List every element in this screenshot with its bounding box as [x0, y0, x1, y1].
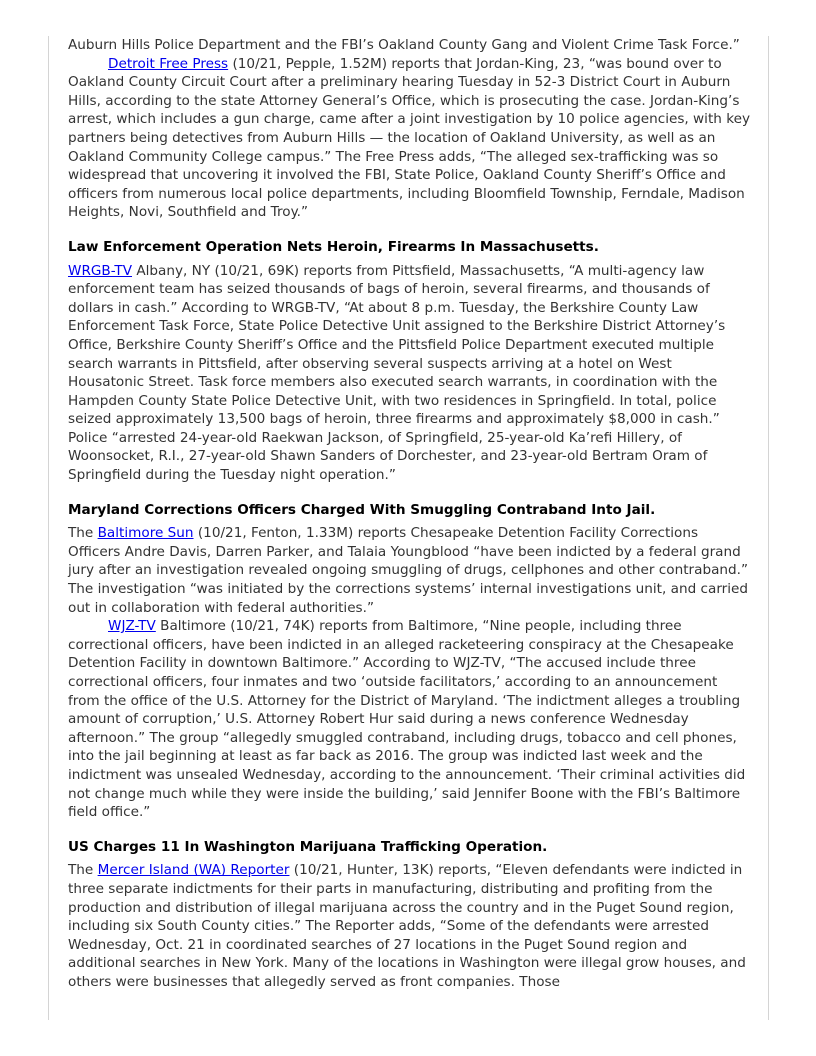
- right-margin-rule: [768, 36, 769, 1020]
- wjz-paragraph-text: Baltimore (10/21, 74K) reports from Baltimore, “Nine people, including three correctional officers, have been indicted in an alleged racketeering conspiracy at the Chesapeake Detention Facility in downtown Baltimore.” According to WJZ-TV, “The accused include three correctional officers, four inmates and two ‘outside facilitators,’ according to an announcement from the office of the U.S. Attorney for the District of Maryland. ‘The indictment alleges a troubling amount of corruption,’ U.S. Attorney Robert Hur said during a news conference Wednesday afternoon.” The group “allegedly smuggled contraband, including drugs, tobacco and cell phones, into the jail beginning at least as far back as 2016. The group was indicted last week and the indictment was unsealed Wednesday, according to the announcement. ‘Their criminal activities did not change much while they were inside the building,’ said Jennifer Boone with the FBI’s Baltimore field office.”: [68, 618, 746, 821]
- marijuana-article-body: [68, 861, 752, 991]
- detroit-free-press-link[interactable]: Detroit Free Press: [108, 55, 229, 72]
- newsletter-page: [68, 36, 752, 992]
- marijuana-article-text: (10/21, Hunter, 13K) reports, “Eleven defendants were indicted in three separate indictments for their parts in manufacturing, distributing and profiting from the production and distribution of illegal marijuana across the country and in the Puget Sound region, including six South County cities.” The Reporter adds, “Some of the defendants were arrested Wednesday, Oct. 21 in coordinated searches of 27 locations in the Puget Sound region and additional searches in New York. Many of the locations in Washington were illegal grow houses, and others were businesses that allegedly served as front companies. Those: [68, 862, 746, 990]
- detroit-paragraph-text: (10/21, Pepple, 1.52M) reports that Jordan-King, 23, “was bound over to Oakland County Circuit Court after a preliminary hearing Tuesday in 52-3 District Court in Auburn Hills, according to the state Attorney General’s Office, which is prosecuting the case. Jordan-King’s arrest, which includes a gun charge, came after a joint investigation by 10 police agencies, with key partners being detectives from Auburn Hills — the location of Oakland University, as well as an Oakland Community College campus.” The Free Press adds, “The alleged sex-trafficking was so widespread that uncovering it involved the FBI, State Police, Oakland County Sheriff’s Office and officers from numerous local police departments, including Bloomfield Township, Ferndale, Madison Heights, Novi, Southfield and Troy.”: [68, 55, 751, 221]
- mercer-island-reporter-link[interactable]: Mercer Island (WA) Reporter: [97, 862, 290, 879]
- wrgb-tv-link[interactable]: WRGB-TV: [68, 262, 133, 279]
- continued-paragraph: [68, 36, 752, 55]
- continued-text: Auburn Hills Police Department and the FBI’s Oakland County Gang and Violent Crime Task Force.”: [68, 37, 740, 53]
- maryland-article-body: [68, 524, 752, 617]
- marijuana-article-headline: US Charges 11 In Washington Marijuana Trafficking Operation.: [68, 838, 548, 855]
- maryland-prefix: The: [68, 525, 98, 542]
- heroin-article-headline: Law Enforcement Operation Nets Heroin, Firearms In Massachusetts.: [68, 238, 599, 255]
- maryland-article-headline: Maryland Corrections Officers Charged With Smuggling Contraband Into Jail.: [68, 501, 656, 518]
- maryland-article-text: (10/21, Fenton, 1.33M) reports Chesapeake Detention Facility Corrections Officers Andre Davis, Darren Parker, and Talaia Youngblood “have been indicted by a federal grand jury after an investigation revealed ongoing smuggling of drugs, cellphones and other contraband.” The investigation “was initiated by the corrections systems’ internal investigations unit, and carried out in collaboration with federal authorities.”: [68, 525, 749, 616]
- heroin-article-text: Albany, NY (10/21, 69K) reports from Pittsfield, Massachusetts, “A multi-agency law enforcement team has seized thousands of bags of heroin, several firearms, and thousands of dollars in cash.” According to WRGB-TV, “At about 8 p.m. Tuesday, the Berkshire County Law Enforcement Task Force, State Police Detective Unit assigned to the Berkshire District Attorney’s Office, Berkshire County Sheriff’s Office and the Pittsfield Police Department executed multiple search warrants in Pittsfield, after observing several suspects arriving at a hotel on West Housatonic Street. Task force members also executed search warrants, in coordination with the Hampden County State Police Detective Unit, with two residences in Springfield. In total, police seized approximately 13,500 bags of heroin, three firearms and approximately $8,000 in cash.” Police “arrested 24-year-old Raekwan Jackson, of Springfield, 25-year-old Ka’refi Hillery, of Woonsocket, R.I., 27-year-old Shawn Sanders of Dorchester, and 23-year-old Bertram Oram of Springfield during the Tuesday night operation.”: [68, 262, 726, 484]
- wjz-paragraph: [68, 617, 752, 822]
- heroin-article-body: [68, 262, 752, 485]
- marijuana-prefix: The: [68, 862, 98, 879]
- wjz-tv-link[interactable]: WJZ-TV: [108, 618, 156, 635]
- left-margin-rule: [48, 36, 49, 1020]
- baltimore-sun-link[interactable]: Baltimore Sun: [97, 525, 194, 542]
- detroit-paragraph: [68, 55, 752, 222]
